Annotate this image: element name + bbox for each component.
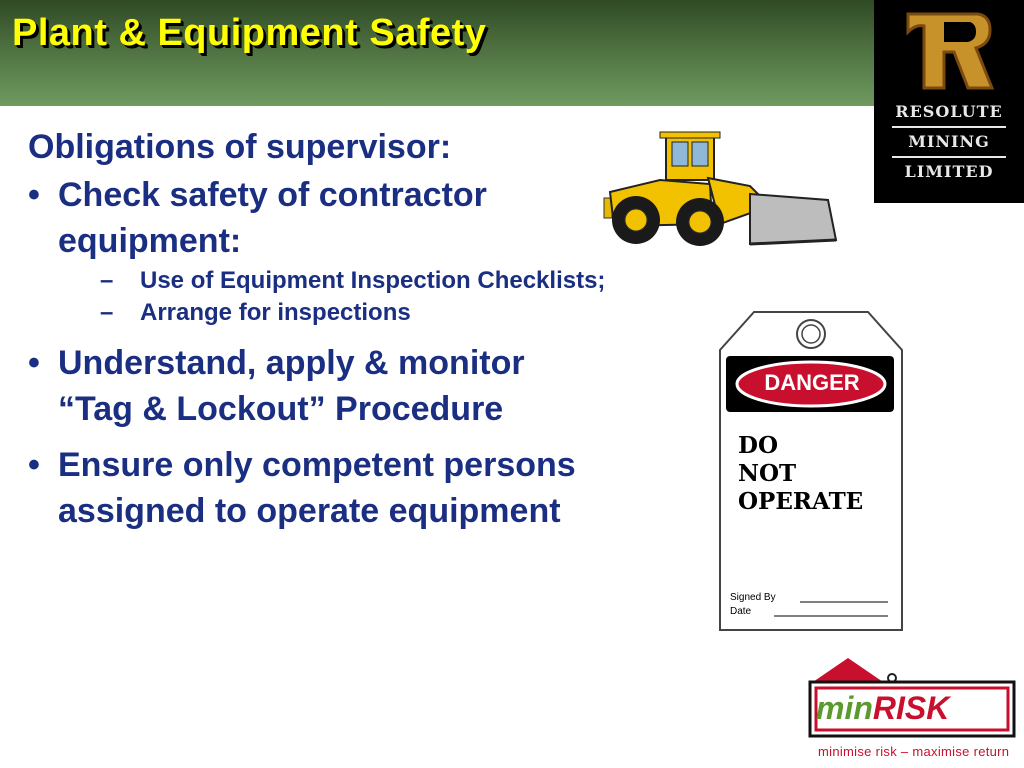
sub-arrange-inspections: – Arrange for inspections bbox=[100, 299, 411, 326]
slide-title: Plant & Equipment Safety bbox=[12, 12, 487, 54]
bullet-dot: • bbox=[28, 344, 40, 382]
bullet-competent-persons: • Ensure only competent persons assigned to operate equipment bbox=[28, 442, 618, 534]
resolute-r-emblem bbox=[904, 10, 994, 92]
sub-inspection-checklists: – Use of Equipment Inspection Checklists; bbox=[100, 267, 606, 294]
resolute-mining-logo bbox=[874, 0, 1024, 203]
minrisk-wordmark: minRISK bbox=[816, 690, 950, 726]
minrisk-tagline: minimise risk – maximise return bbox=[818, 744, 1010, 759]
logo-line-1: RESOLUTE bbox=[895, 102, 1003, 121]
tag-date-label: Date bbox=[730, 606, 752, 617]
logo-line-3: LIMITED bbox=[904, 162, 994, 181]
bullet-dot: • bbox=[28, 176, 40, 214]
danger-banner-text: DANGER bbox=[764, 370, 860, 395]
bullet-dot: • bbox=[28, 446, 40, 484]
tag-signed-by-label: Signed By bbox=[730, 592, 776, 603]
bullet-check-safety: • Check safety of contractor equipment: bbox=[28, 172, 618, 264]
sub-dash: – bbox=[100, 299, 114, 326]
title-bar bbox=[0, 0, 874, 106]
slide-content bbox=[28, 126, 618, 534]
sub-dash: – bbox=[100, 267, 114, 294]
obligations-heading: Obligations of supervisor: bbox=[28, 128, 452, 166]
logo-line-2: MINING bbox=[908, 132, 990, 151]
do-not-operate-text: DO NOT OPERATE bbox=[738, 432, 864, 515]
wheel-loader-image bbox=[600, 128, 840, 252]
bullet-tag-lockout: • Understand, apply & monitor “Tag & Lockout” Procedure bbox=[28, 340, 618, 432]
